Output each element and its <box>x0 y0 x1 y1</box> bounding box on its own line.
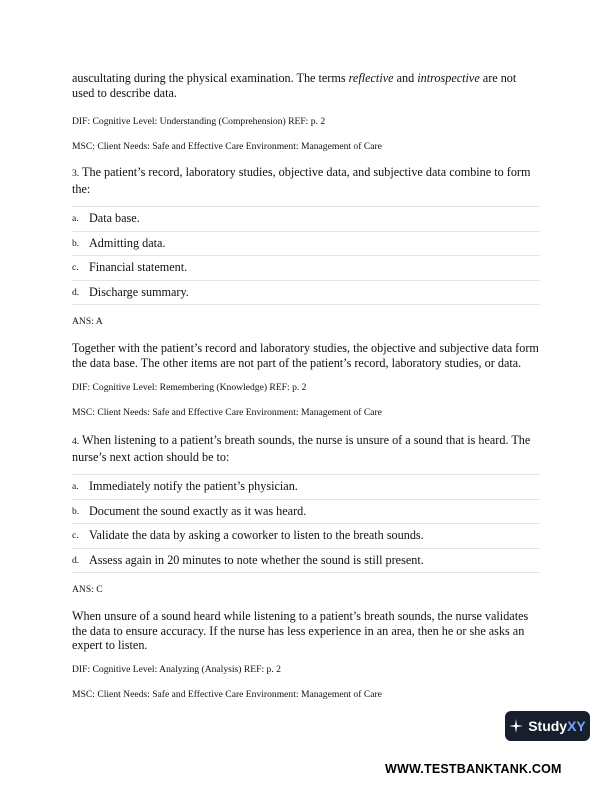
option-text: Discharge summary. <box>89 284 189 299</box>
q4-options <box>72 474 540 573</box>
intro-rationale <box>72 71 540 100</box>
q4-rationale: When unsure of a sound heard while listening to a patient’s breath sounds, the nurse validates the data to ensure accuracy. If the nurse has less experience in an area, then he or she asks an expert to listen. <box>72 609 529 652</box>
q4-stem <box>72 433 540 464</box>
option-letter: c. <box>72 262 79 274</box>
q3-option-b[interactable] <box>72 232 540 257</box>
option-letter: b. <box>72 505 80 517</box>
q3-stem-text: The patient’s record, laboratory studies, objective data, and subjective data combine to form the: <box>72 165 531 196</box>
q3-rationale: Together with the patient’s record and laboratory studies, the objective and subjective data form the data base. The other items are not part of the patient’s record, laboratory studies, or data. <box>72 341 539 370</box>
option-text: Immediately notify the patient’s physician. <box>89 479 298 494</box>
term-introspective: introspective <box>417 71 480 85</box>
logo-text-xy: XY <box>567 718 586 734</box>
option-text: Data base. <box>89 211 140 226</box>
option-letter: d. <box>72 554 80 566</box>
footer-website[interactable]: WWW.TESTBANKTANK.COM <box>385 762 562 776</box>
q3-options <box>72 206 540 305</box>
intro-text-end: are not used to describe data. <box>72 71 517 100</box>
option-text: Assess again in 20 minutes to note whether the sound is still present. <box>89 552 424 567</box>
sparkle-cross-icon <box>509 719 523 733</box>
option-letter: a. <box>72 213 79 225</box>
q4-dif: DIF: Cognitive Level: Analyzing (Analysis) REF: p. 2 <box>72 664 281 675</box>
q3-option-c[interactable] <box>72 256 540 281</box>
option-letter: c. <box>72 530 79 542</box>
q4-stem-text: When listening to a patient’s breath sounds, the nurse is unsure of a sound that is heard. The nurse’s next action should be to: <box>72 433 531 464</box>
q2-dif: DIF: Cognitive Level: Understanding (Comprehension) REF: p. 2 <box>72 116 326 127</box>
option-letter: d. <box>72 286 80 298</box>
q3-option-a[interactable] <box>72 207 540 232</box>
option-letter: b. <box>72 237 80 249</box>
q3-number: 3. <box>72 168 80 179</box>
option-text: Admitting data. <box>89 235 166 250</box>
option-text: Financial statement. <box>89 260 188 275</box>
option-text: Validate the data by asking a coworker to listen to the breath sounds. <box>89 528 424 543</box>
q3-dif: DIF: Cognitive Level: Remembering (Knowledge) REF: p. 2 <box>72 382 307 393</box>
option-letter: a. <box>72 481 79 493</box>
intro-text-join: and <box>393 71 418 85</box>
option-text: Document the sound exactly as it was heard. <box>89 503 307 518</box>
intro-text: auscultating during the physical examination. The terms <box>72 71 349 85</box>
q3-stem <box>72 165 540 196</box>
q4-answer: ANS: C <box>72 584 103 595</box>
q3-option-d[interactable] <box>72 281 540 306</box>
q4-msc: MSC: Client Needs: Safe and Effective Care Environment: Management of Care <box>72 689 382 700</box>
q4-number: 4. <box>72 436 80 447</box>
logo-text-study: Study <box>528 718 568 734</box>
studyxy-logo[interactable] <box>505 711 590 741</box>
q4-option-d[interactable] <box>72 549 540 574</box>
q4-option-a[interactable] <box>72 475 540 500</box>
q3-answer: ANS: A <box>72 316 103 327</box>
q4-option-c[interactable] <box>72 524 540 549</box>
term-reflective: reflective <box>348 71 394 85</box>
q4-option-b[interactable] <box>72 500 540 525</box>
q2-msc: MSC: Client Needs: Safe and Effective Care Environment: Management of Care <box>72 141 382 152</box>
q3-msc: MSC: Client Needs: Safe and Effective Care Environment: Management of Care <box>72 407 382 418</box>
